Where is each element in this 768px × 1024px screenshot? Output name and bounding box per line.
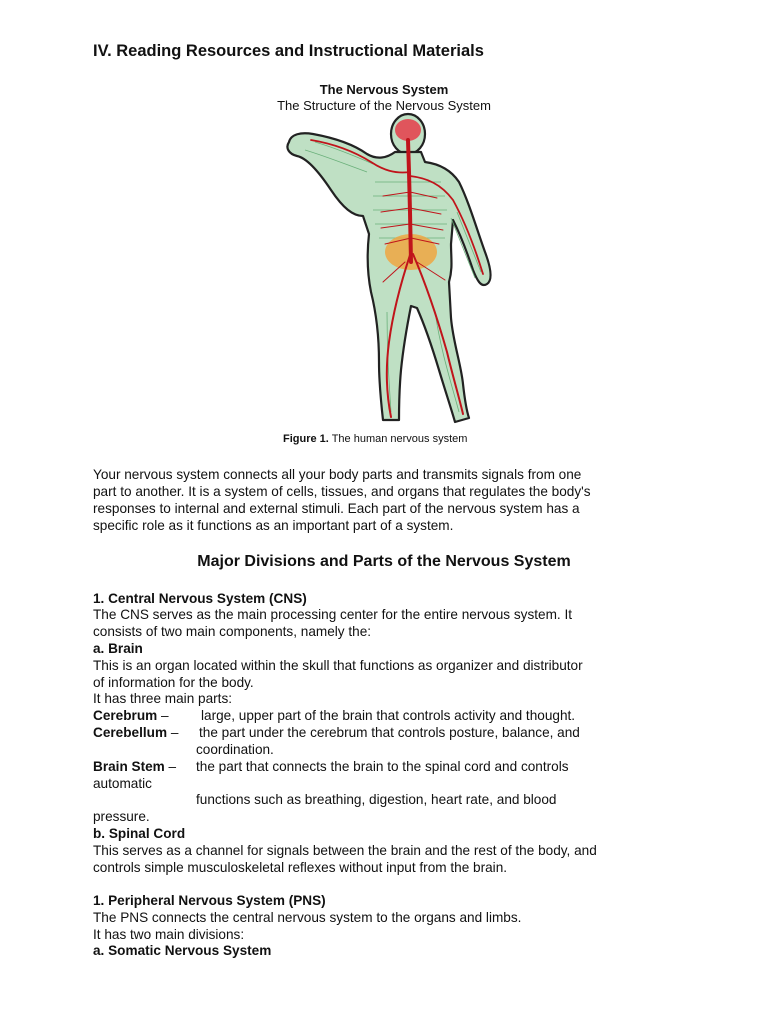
intro-line: responses to internal and external stimuli. Each part of the nervous system has a [93,501,580,516]
cerebrum-definition: large, upper part of the brain that controls activity and thought. [201,708,576,723]
cns-heading: 1. Central Nervous System (CNS) [93,591,307,606]
brain-line: This is an organ located within the skull that functions as organizer and distributor [93,658,583,673]
major-divisions-heading: Major Divisions and Parts of the Nervous System [197,553,571,570]
cerebrum-dash: – [157,708,169,723]
spinal-cord-heading: b. Spinal Cord [93,826,186,841]
cns-desc-line: The CNS serves as the main processing center for the entire nervous system. It [93,607,573,622]
cerebrum-entry [93,707,169,724]
brainstem-dash: – [164,759,177,774]
cerebellum-entry [93,724,178,741]
pns-heading: 1. Peripheral Nervous System (PNS) [93,893,326,908]
somatic-heading: a. Somatic Nervous System [93,943,272,958]
section-heading: IV. Reading Resources and Instructional Materials [93,42,484,60]
figure-title: The Nervous System [319,82,449,97]
brainstem-definition-cont: automatic [93,776,152,791]
cerebellum-definition: the part under the cerebrum that controls posture, balance, and [199,725,580,740]
intro-line: Your nervous system connects all your body parts and transmits signals from one [93,467,582,482]
figure-caption-label: Figure 1. [283,433,329,445]
brainstem-definition-cont: functions such as breathing, digestion, heart rate, and blood [196,792,557,807]
intro-line: part to another. It is a system of cells, tissues, and organs that regulates the body's [93,484,591,499]
cerebellum-definition-cont: coordination. [196,742,274,757]
pns-desc-line: It has two main divisions: [93,927,245,942]
intro-line: specific role as it functions as an important part of a system. [93,518,454,533]
figure-caption-text: The human nervous system [328,433,468,445]
brain-heading: a. Brain [93,641,143,656]
cerebellum-term: Cerebellum [93,725,168,740]
nervous-system-figure [255,112,505,432]
spinal-cord-line: controls simple musculoskeletal reflexes without input from the brain. [93,860,508,875]
cerebellum-dash: – [167,725,179,740]
cns-desc-line: consists of two main components, namely the: [93,624,372,639]
cerebrum-term: Cerebrum [93,708,158,723]
human-nervous-system-illustration [255,112,505,432]
figure-caption [283,433,467,445]
pns-desc-line: The PNS connects the central nervous system to the organs and limbs. [93,910,522,925]
brain-line: It has three main parts: [93,691,233,706]
brain-line: of information for the body. [93,675,254,690]
brainstem-term: Brain Stem [93,759,165,774]
brainstem-entry [93,758,176,775]
figure-subtitle: The Structure of the Nervous System [277,98,491,113]
brainstem-definition: the part that connects the brain to the spinal cord and controls [196,759,569,774]
brainstem-definition-cont: pressure. [93,809,150,824]
spinal-cord-line: This serves as a channel for signals between the brain and the rest of the body, and [93,843,597,858]
